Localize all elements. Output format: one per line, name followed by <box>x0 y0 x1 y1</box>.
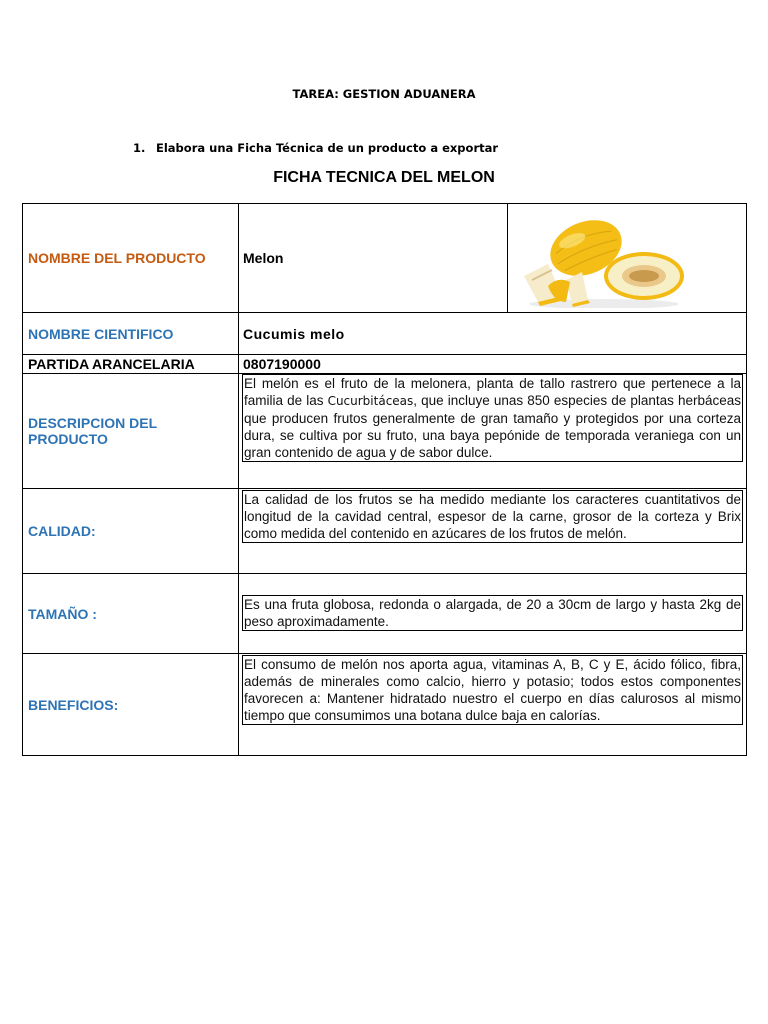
technical-sheet-table <box>22 203 747 756</box>
task-title: TAREA: GESTION ADUANERA <box>292 87 476 101</box>
instruction-item <box>133 141 498 155</box>
instruction-number: 1. <box>133 141 146 155</box>
row-description <box>23 374 747 489</box>
value-scientific-name: Cucumis melo <box>239 313 747 355</box>
value-tariff: 0807190000 <box>239 355 747 374</box>
melon-illustration <box>518 206 688 308</box>
label-description: DESCRIPCION DEL PRODUCTO <box>23 374 239 489</box>
label-size: TAMAÑO : <box>23 574 239 654</box>
row-quality <box>23 489 747 574</box>
size-text: Es una fruta globosa, redonda o alargada, de 20 a 30cm de largo y hasta 2kg de peso aproximadamente. <box>244 597 741 629</box>
row-tariff <box>23 355 747 374</box>
instruction-text: Elabora una Ficha Técnica de un producto a exportar <box>156 141 499 155</box>
value-product-name: Melon <box>239 204 507 312</box>
quality-text: La calidad de los frutos se ha medido mediante los caracteres cuantitativos de longitud de la cavidad central, espesor de la carne, grosor de la corteza y Brix como medida del contenido en azúcares de los frutos de melón. <box>244 492 741 541</box>
row-benefits <box>23 654 747 756</box>
label-scientific-name: NOMBRE CIENTIFICO <box>23 313 239 355</box>
benefits-text: El consumo de melón nos aporta agua, vitaminas A, B, C y E, ácido fólico, fibra, además de minerales como calcio, hierro y potasio; todos estos componentes favorecen a: Mantener hidratado nuestro el cuerpo en días calurosos al mismo tiempo que consumimos una botana dulce baja en calorías. <box>244 657 741 723</box>
label-product-name: NOMBRE DEL PRODUCTO <box>23 204 239 313</box>
melon-image <box>507 204 747 312</box>
row-product-name <box>23 204 747 313</box>
label-tariff: PARTIDA ARANCELARIA <box>23 355 239 374</box>
row-scientific-name <box>23 313 747 355</box>
sheet-title: FICHA TECNICA DEL MELON <box>273 169 495 186</box>
label-benefits: BENEFICIOS: <box>23 654 239 756</box>
row-size <box>23 574 747 654</box>
description-text: El melón es el fruto de la melonera, planta de tallo rastrero que pertenece a la familia de las Cucurbitáceas, que incluye unas 850 especies de plantas herbáceas que producen frutos generalmente de gran tamaño y protegidos por una corteza dura, se cultiva por su fruto, una baya pepónide de temporada veraniega con un gran contenido de agua y de sabor dulce. <box>244 376 741 460</box>
label-quality: CALIDAD: <box>23 489 239 574</box>
